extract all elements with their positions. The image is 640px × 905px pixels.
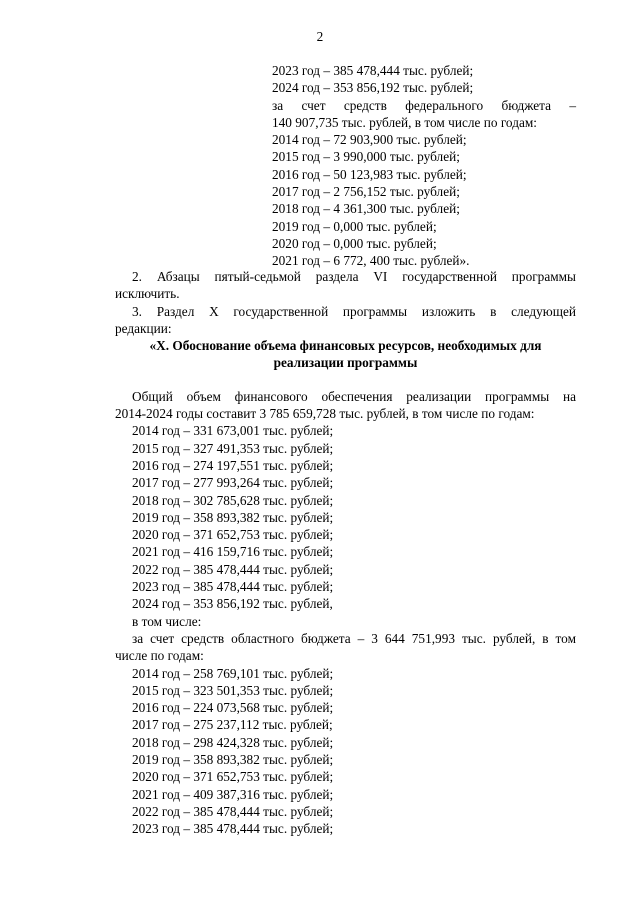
total-year-line: 2020 год – 371 652,753 тыс. рублей; bbox=[132, 527, 334, 543]
total-year-line: 2021 год – 416 159,716 тыс. рублей; bbox=[132, 544, 334, 560]
regional-year-line: 2020 год – 371 652,753 тыс. рублей; bbox=[132, 769, 334, 785]
total-year-line: 2022 год – 385 478,444 тыс. рублей; bbox=[132, 561, 334, 577]
federal-year-line: 2014 год – 72 903,900 тыс. рублей; bbox=[272, 132, 467, 148]
year-line: 2023 год – 385 478,444 тыс. рублей; bbox=[272, 63, 474, 78]
regional-year-line: 2017 год – 275 237,112 тыс. рублей; bbox=[132, 717, 333, 733]
regional-year-line: 2018 год – 298 424,328 тыс. рублей; bbox=[132, 734, 334, 750]
section-heading: реализации программы bbox=[273, 355, 418, 371]
section-heading: «X. Обоснование объема финансовых ресурсов, необходимых для bbox=[149, 338, 542, 354]
federal-intro-line: за счет средств федерального бюджета – bbox=[272, 97, 576, 113]
total-intro-line: Общий объем финансового обеспечения реализации программы на bbox=[132, 388, 576, 404]
federal-year-line: 2017 год – 2 756,152 тыс. рублей; bbox=[272, 184, 460, 200]
regional-year-line: 2014 год – 258 769,101 тыс. рублей; bbox=[132, 665, 334, 681]
item-2-line: исключить. bbox=[115, 286, 180, 302]
regional-year-line: 2016 год – 224 073,568 тыс. рублей; bbox=[132, 700, 334, 716]
document-body bbox=[115, 268, 576, 838]
regional-year-line: 2015 год – 323 501,353 тыс. рублей; bbox=[132, 682, 334, 698]
regional-year-line: 2022 год – 385 478,444 тыс. рублей; bbox=[132, 803, 334, 819]
regional-year-line: 2023 год – 385 478,444 тыс. рублей; bbox=[132, 821, 334, 837]
total-year-line: 2019 год – 358 893,382 тыс. рублей; bbox=[132, 509, 334, 525]
in-that-number-line: в том числе: bbox=[132, 613, 202, 629]
total-year-line: 2015 год – 327 491,353 тыс. рублей; bbox=[132, 440, 334, 456]
page-number: 2 bbox=[316, 29, 324, 44]
total-year-line: 2017 год – 277 993,264 тыс. рублей; bbox=[132, 475, 334, 491]
item-3-line: 3. Раздел X государственной программы изложить в следующей bbox=[132, 303, 576, 319]
federal-year-line: 2019 год – 0,000 тыс. рублей; bbox=[272, 218, 437, 234]
total-year-line: 2024 год – 353 856,192 тыс. рублей, bbox=[132, 596, 333, 612]
regional-year-line: 2021 год – 409 387,316 тыс. рублей; bbox=[132, 786, 334, 802]
regional-intro-line: числе по годам: bbox=[115, 648, 204, 664]
federal-year-line: 2016 год – 50 123,983 тыс. рублей; bbox=[272, 166, 467, 182]
federal-intro-line: 140 907,735 тыс. рублей, в том числе по годам: bbox=[272, 114, 537, 130]
federal-year-line: 2021 год – 6 772, 400 тыс. рублей». bbox=[272, 253, 470, 269]
regional-intro-line: за счет средств областного бюджета – 3 644 751,993 тыс. рублей, в том bbox=[132, 630, 576, 646]
regional-year-line: 2019 год – 358 893,382 тыс. рублей; bbox=[132, 752, 334, 768]
regional-years-list bbox=[115, 665, 576, 838]
top-funding-block bbox=[272, 62, 576, 270]
total-year-line: 2023 год – 385 478,444 тыс. рублей; bbox=[132, 579, 334, 595]
total-year-line: 2018 год – 302 785,628 тыс. рублей; bbox=[132, 492, 334, 508]
total-intro-line: 2014-2024 годы составит 3 785 659,728 тыс. рублей, в том числе по годам: bbox=[115, 406, 535, 422]
federal-year-line: 2015 год – 3 990,000 тыс. рублей; bbox=[272, 149, 460, 165]
year-line: 2024 год – 353 856,192 тыс. рублей; bbox=[272, 80, 474, 96]
total-years-list bbox=[115, 422, 576, 630]
federal-year-line: 2020 год – 0,000 тыс. рублей; bbox=[272, 235, 437, 251]
federal-year-line: 2018 год – 4 361,300 тыс. рублей; bbox=[272, 201, 460, 217]
total-year-line: 2016 год – 274 197,551 тыс. рублей; bbox=[132, 457, 334, 473]
total-year-line: 2014 год – 331 673,001 тыс. рублей; bbox=[132, 423, 334, 439]
item-3-line: редакции: bbox=[115, 320, 172, 336]
item-2-line: 2. Абзацы пятый-седьмой раздела VI государственной программы bbox=[132, 269, 576, 284]
